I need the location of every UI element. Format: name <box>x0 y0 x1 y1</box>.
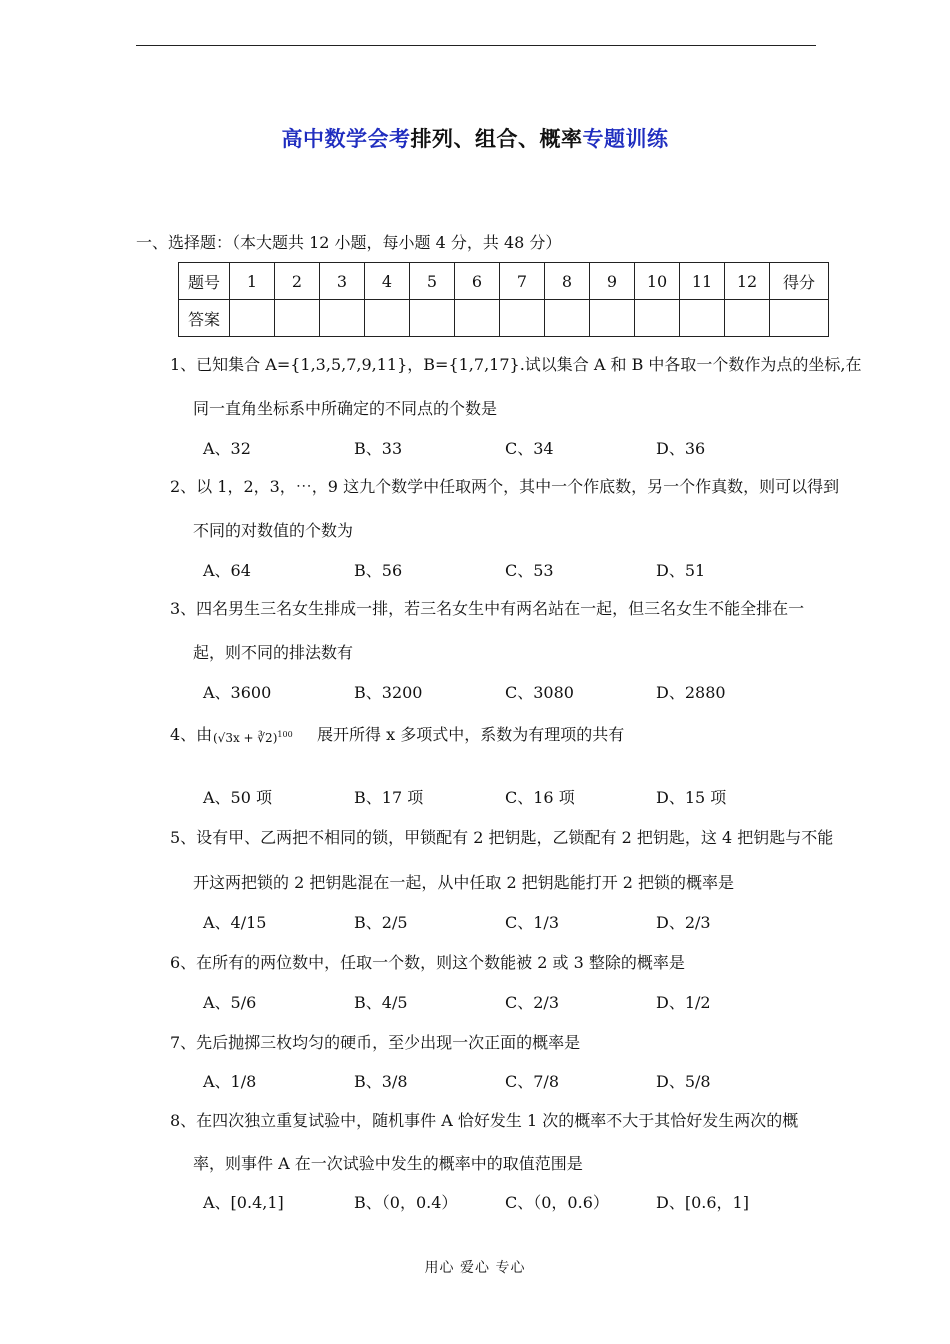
question-5-option-d: D、2/3 <box>656 913 711 932</box>
question-2-text: 2、以 1，2，3，⋯，9 这九个数学中任取两个，其中一个作底数，另一个作真数，则可以得到 <box>170 477 840 496</box>
question-7-text: 7、先后抛掷三枚均匀的硬币，至少出现一次正面的概率是 <box>170 1033 581 1052</box>
question-number-cell: 4 <box>365 263 410 300</box>
question-8-text: 8、在四次独立重复试验中，随机事件 A 恰好发生 1 次的概率不大于其恰好发生两次的概 <box>170 1111 799 1130</box>
question-1-option-c: C、34 <box>505 439 554 458</box>
answer-cell <box>500 300 545 337</box>
answer-cell <box>275 300 320 337</box>
question-3-option-c: C、3080 <box>505 683 574 702</box>
question-3-text-cont: 起，则不同的排法数有 <box>193 643 354 662</box>
question-4-option-d: D、15 项 <box>656 788 727 807</box>
question-8-text-cont: 率，则事件 A 在一次试验中发生的概率中的取值范围是 <box>193 1154 583 1173</box>
question-3-option-b: B、3200 <box>354 683 423 702</box>
question-7-option-c: C、7/8 <box>505 1072 559 1091</box>
question-4-option-b: B、17 项 <box>354 788 424 807</box>
answer-cell <box>455 300 500 337</box>
question-number-cell: 5 <box>410 263 455 300</box>
question-5-option-c: C、1/3 <box>505 913 559 932</box>
header-rule <box>136 45 816 46</box>
table-header-label: 题号 <box>179 263 230 300</box>
answer-cell <box>410 300 455 337</box>
question-5-option-b: B、2/5 <box>354 913 408 932</box>
question-8-option-c: C、（0，0.6） <box>505 1193 609 1212</box>
section-heading: 一、选择题：（本大题共 12 小题，每小题 4 分，共 48 分） <box>136 233 562 252</box>
question-4-option-c: C、16 项 <box>505 788 575 807</box>
question-2-text-cont: 不同的对数值的个数为 <box>193 521 354 540</box>
question-1-option-a: A、32 <box>203 439 251 458</box>
score-label: 得分 <box>770 263 829 300</box>
question-6-option-d: D、1/2 <box>656 993 711 1012</box>
page-footer: 用心 爱心 专心 <box>424 1260 526 1276</box>
question-1-text-cont: 同一直角坐标系中所确定的不同点的个数是 <box>193 399 498 418</box>
question-1-text: 1、已知集合 A={1,3,5,7,9,11}，B={1,7,17}.试以集合 A 和 B 中各取一个数作为点的坐标,在 <box>170 355 862 374</box>
question-2-option-c: C、53 <box>505 561 554 580</box>
question-7-option-a: A、1/8 <box>203 1072 257 1091</box>
question-6-option-b: B、4/5 <box>354 993 408 1012</box>
question-number-cell: 10 <box>635 263 680 300</box>
table-row <box>179 300 829 337</box>
answer-table <box>178 262 829 337</box>
answer-cell <box>725 300 770 337</box>
question-number-cell: 2 <box>275 263 320 300</box>
question-3-option-d: D、2880 <box>656 683 726 702</box>
question-2-option-a: A、64 <box>203 561 251 580</box>
answer-cell <box>590 300 635 337</box>
question-2-option-b: B、56 <box>354 561 403 580</box>
question-8-option-b: B、（0，0.4） <box>354 1193 458 1212</box>
answer-cell <box>365 300 410 337</box>
answer-cell <box>680 300 725 337</box>
question-number-cell: 1 <box>230 263 275 300</box>
question-number-cell: 11 <box>680 263 725 300</box>
question-1-option-d: D、36 <box>656 439 706 458</box>
answer-label: 答案 <box>179 300 230 337</box>
question-7-option-d: D、5/8 <box>656 1072 711 1091</box>
binomial-formula: (√3x + ∛2)$^{100}$ <box>213 730 293 745</box>
question-1-option-b: B、33 <box>354 439 403 458</box>
question-7-option-b: B、3/8 <box>354 1072 408 1091</box>
question-4-text-cont: 展开所得 x 多项式中，系数为有理项的共有 <box>317 725 625 744</box>
table-row <box>179 263 829 300</box>
question-4-option-a: A、50 项 <box>203 788 273 807</box>
question-5-text: 5、设有甲、乙两把不相同的锁，甲锁配有 2 把钥匙，乙锁配有 2 把钥匙，这 4 把钥匙与不能 <box>170 828 834 847</box>
question-number-cell: 6 <box>455 263 500 300</box>
question-4-text: 4、由 <box>170 725 213 744</box>
answer-cell <box>545 300 590 337</box>
page-title: 高中数学会考排列、组合、概率专题训练 <box>281 126 669 151</box>
question-6-text: 6、在所有的两位数中，任取一个数，则这个数能被 2 或 3 整除的概率是 <box>170 953 685 972</box>
question-5-text-cont: 开这两把锁的 2 把钥匙混在一起，从中任取 2 把钥匙能打开 2 把锁的概率是 <box>193 873 735 892</box>
question-number-cell: 3 <box>320 263 365 300</box>
answer-cell <box>635 300 680 337</box>
question-number-cell: 9 <box>590 263 635 300</box>
question-3-text: 3、四名男生三名女生排成一排，若三名女生中有两名站在一起，但三名女生不能全排在一 <box>170 599 805 618</box>
question-number-cell: 12 <box>725 263 770 300</box>
question-number-cell: 7 <box>500 263 545 300</box>
question-2-option-d: D、51 <box>656 561 706 580</box>
answer-cell <box>320 300 365 337</box>
question-6-option-a: A、5/6 <box>203 993 257 1012</box>
answer-cell <box>230 300 275 337</box>
question-5-option-a: A、4/15 <box>203 913 267 932</box>
score-cell <box>770 300 829 337</box>
question-number-cell: 8 <box>545 263 590 300</box>
question-6-option-c: C、2/3 <box>505 993 559 1012</box>
question-8-option-a: A、[0.4,1] <box>203 1193 284 1212</box>
question-8-option-d: D、[0.6，1] <box>656 1193 749 1212</box>
question-3-option-a: A、3600 <box>203 683 272 702</box>
